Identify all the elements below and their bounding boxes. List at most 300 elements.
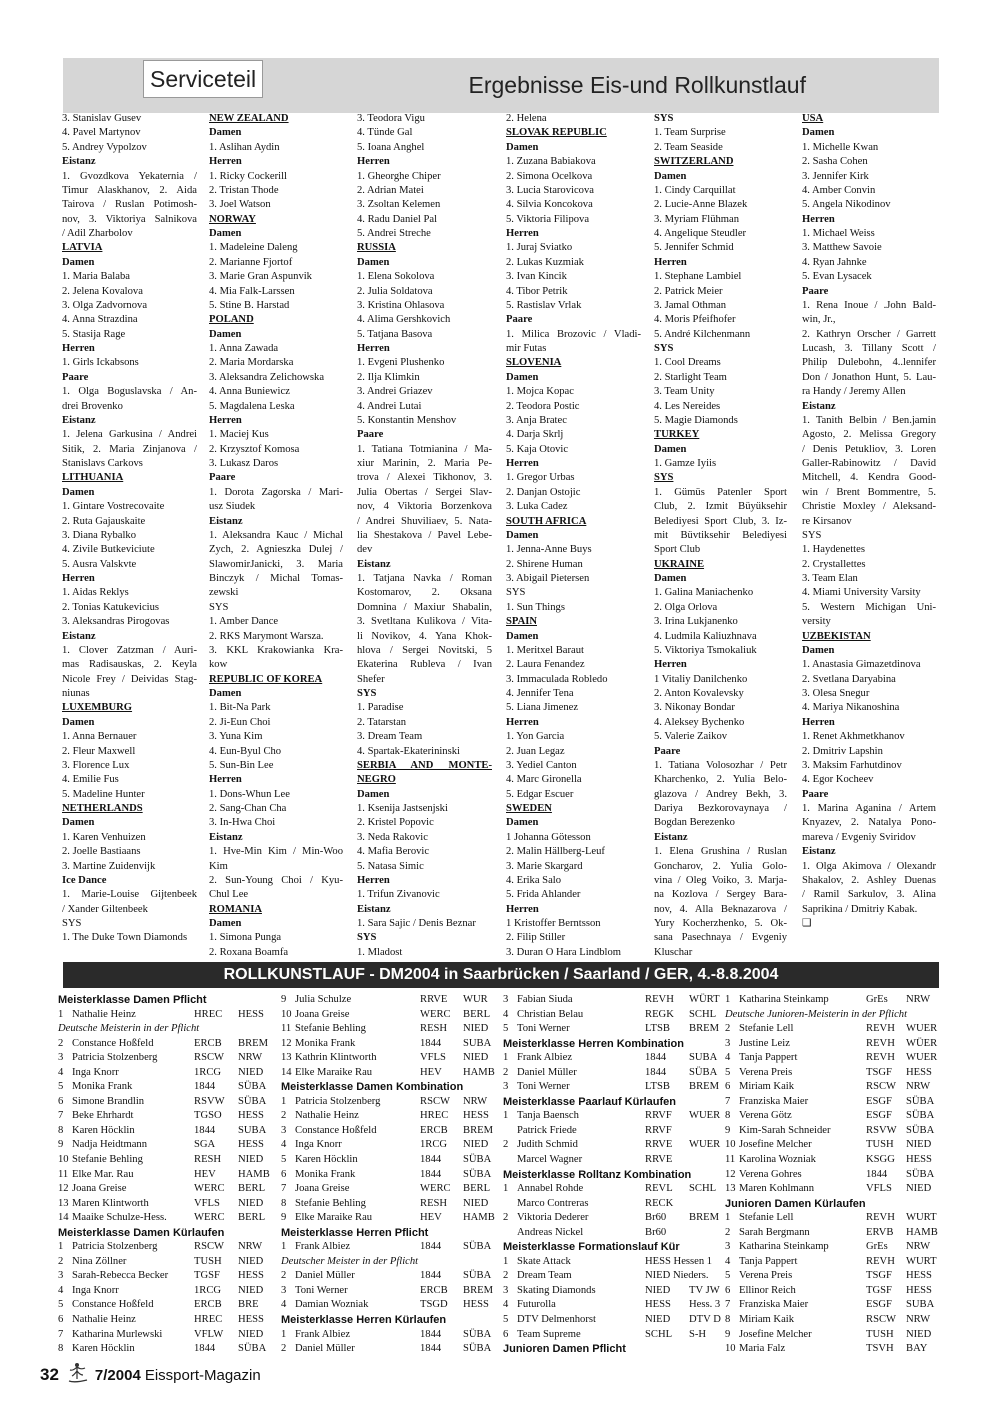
category-heading: Damen	[62, 256, 95, 268]
category-heading: Damen	[802, 127, 835, 139]
category-heading: Damen	[357, 256, 390, 268]
results-row	[725, 1109, 940, 1124]
results-row	[725, 1298, 940, 1313]
category-heading: Herren	[506, 458, 539, 469]
result-line: 3. Luka Cadez	[506, 501, 568, 513]
results-row	[281, 1008, 496, 1023]
state: NRW	[906, 1081, 931, 1093]
state: NIED	[906, 1139, 932, 1151]
club: 1RCG	[420, 1139, 448, 1151]
club: TSVH	[866, 1343, 894, 1355]
result-line: 1. Maria Balaba	[62, 271, 130, 283]
state: BREM	[463, 1124, 494, 1136]
results-column-2	[281, 993, 496, 1357]
state: WUER	[906, 1052, 938, 1064]
category-heading: Eistanz	[209, 831, 243, 843]
skater-name: Skating Diamonds	[517, 1284, 596, 1296]
result-line: 1. Ricky Cockerill	[209, 170, 287, 182]
skater-name: Nathalie Heinz	[72, 1008, 136, 1020]
club: WERC	[420, 1183, 451, 1195]
result-line: 1. Gümüs Patenler Sport	[654, 486, 787, 498]
club: RESH	[420, 1023, 448, 1035]
club: REVH	[866, 1212, 895, 1224]
result-line: Kharchenko, 2. Yulia Belo-	[654, 774, 787, 786]
result-line: 3. Maksim Farhutdinov	[802, 759, 902, 771]
club: RSVW	[866, 1124, 897, 1136]
category-heading: SYS	[654, 113, 674, 124]
result-line: 1. Elena Grushina / Ruslan	[654, 846, 787, 858]
result-line: / Ramil Sarkulov, 3. Alina	[802, 889, 936, 901]
category-heading: Herren	[654, 659, 687, 671]
result-line: 1. Yon Garcia	[506, 731, 565, 743]
result-line: Don / Jonathon Hunt, 5. Lau-	[802, 371, 936, 383]
placing: 1	[503, 1052, 509, 1064]
placing: 12	[725, 1168, 736, 1180]
result-line: 3. Jamal Othman	[654, 299, 727, 311]
club: 1844	[194, 1124, 216, 1136]
state: HESS	[463, 1110, 489, 1122]
result-line: ❑	[802, 918, 812, 929]
skater-name: Marcel Wagner	[517, 1154, 583, 1166]
skater-name: Katharina Steinkamp	[739, 994, 829, 1005]
club: HESS	[645, 1299, 671, 1311]
result-line: 3. Irina Lukjanenko	[654, 616, 738, 628]
category-heading: Herren	[209, 156, 242, 168]
club: 1844	[420, 1037, 442, 1049]
placing: 9	[281, 1212, 287, 1224]
club: WERC	[194, 1183, 225, 1195]
result-line: 1. Trifun Zivanovic	[357, 889, 440, 901]
results-row	[503, 1226, 718, 1241]
result-line: Yury Kocherzhenko, 5. Ok-	[654, 918, 787, 929]
result-line: 1. Dorota Zagorska / Mari-	[209, 486, 343, 498]
skater-name: Elke Maraike Rau	[295, 1066, 373, 1078]
result-line: 2. Krzysztof Komosa	[209, 443, 300, 455]
result-line: 3. Svetltana Kulikova / Vita-	[357, 616, 492, 628]
result-line: 5. Edgar Escuer	[506, 788, 574, 800]
text-column-1	[62, 112, 197, 946]
placing	[503, 1197, 517, 1212]
result-line: Mitchell, 4. Kendra Good-	[802, 472, 936, 484]
category-heading: Damen	[802, 644, 835, 656]
club: HREC	[420, 1110, 449, 1122]
result-line: 4. Marc Gironella	[506, 774, 582, 786]
result-line: 4. Amber Convin	[802, 184, 876, 196]
skater-name: Verena Götz	[739, 1110, 792, 1122]
state: NRW	[906, 994, 931, 1005]
result-line: 1. Hve-Min Kim / Min-Woo	[209, 846, 343, 858]
state	[689, 1226, 723, 1241]
skater-name: Beke Ehrhardt	[72, 1110, 134, 1122]
state: HESS	[238, 1270, 264, 1282]
state	[689, 1269, 723, 1284]
club: RSVW	[194, 1095, 225, 1107]
result-line: 2. RKS Marymont Warsza.	[209, 630, 324, 642]
result-line: 3. In-Hwa Choi	[209, 817, 276, 829]
skater-name: Inga Knorr	[72, 1284, 119, 1296]
results-row	[281, 1095, 496, 1110]
placing: 1	[281, 1328, 287, 1340]
category-heading: SYS	[357, 932, 377, 944]
result-line: 1. The Duke Town Diamonds	[62, 932, 188, 944]
category-heading: Paare	[209, 472, 236, 484]
state: SUBA	[906, 1299, 935, 1311]
skater-name: Toni Werner	[517, 1081, 570, 1093]
result-line: 4. Mia Falk-Larssen	[209, 285, 295, 297]
state: SÜBA	[238, 1343, 267, 1355]
skater-name: Andreas Nickel	[517, 1226, 584, 1238]
results-row	[281, 1298, 496, 1313]
result-line: 4. Ludmila Kaliuzhnava	[654, 630, 757, 642]
club: REGK	[645, 1008, 674, 1020]
result-line: 1. Meritxel Baraut	[506, 644, 584, 656]
country-heading: REPUBLIC OF KOREA	[209, 673, 323, 685]
state: NRW	[463, 1095, 488, 1107]
placing: 5	[58, 1081, 64, 1093]
skater-name: Maaike Schulze-Hess.	[72, 1212, 167, 1224]
magazine-logo-icon	[65, 1361, 91, 1389]
state: BERL	[238, 1183, 266, 1195]
results-row	[725, 1037, 940, 1052]
placing: 8	[281, 1197, 287, 1209]
result-line: lia Shestakova / Pavel Lebe-	[357, 529, 492, 541]
category-heading: Herren	[802, 213, 835, 225]
results-row	[503, 1298, 721, 1313]
result-line: 4. Jennifer Tena	[506, 688, 574, 699]
country-heading: SPAIN	[506, 616, 537, 628]
state: BREM	[689, 1212, 720, 1224]
results-row	[725, 1313, 940, 1328]
placing: 4	[725, 1052, 731, 1064]
state: NIED	[238, 1255, 264, 1267]
state: HESS	[463, 1299, 489, 1311]
result-line: drei Brovenko	[62, 400, 123, 412]
result-line: 1. Stephane Lambiel	[654, 271, 742, 283]
category-heading: Damen	[506, 371, 539, 383]
result-line: 3. Lukasz Daros	[209, 458, 279, 469]
skater-name: Nina Zöllner	[72, 1255, 127, 1267]
category-heading: Damen	[506, 529, 539, 541]
state: SUBA	[689, 1052, 718, 1064]
category-heading: Eistanz	[62, 414, 96, 426]
result-line: 4. Silvia Koncokova	[506, 199, 593, 211]
club: WERC	[420, 1008, 451, 1020]
result-line: Belediyesi Sport Club, 3. Iz-	[654, 515, 787, 527]
placing: 3	[503, 994, 509, 1005]
placing: 8	[58, 1124, 64, 1136]
result-line: 2. Malin Hällberg-Leuf	[506, 846, 605, 858]
placing	[503, 1124, 517, 1139]
category-heading: Damen	[209, 228, 242, 239]
skater-name: Miriam Kaik	[739, 1081, 795, 1093]
club: LTSB	[645, 1081, 670, 1093]
results-heading: Meisterklasse Paarlauf Kürlaufen	[503, 1095, 677, 1108]
champion-note: Deutscher Meister in der Pflicht	[281, 1255, 419, 1267]
category-heading: Herren	[357, 156, 390, 168]
state	[689, 1255, 723, 1270]
result-line: trova / Alexei Tikhonov, 3.	[357, 472, 492, 484]
results-heading: Meisterklasse Formationslauf Kür	[503, 1241, 680, 1254]
text-column-2	[209, 112, 343, 960]
state: SUBA	[238, 1124, 267, 1136]
text-column-4	[506, 112, 641, 960]
result-line: Bogdan Berezenko	[654, 817, 735, 829]
club: RRVE	[645, 1154, 673, 1166]
placing: 6	[503, 1328, 509, 1340]
result-line: Galler-Rabinowitz / David	[802, 458, 936, 469]
result-line: 5. Stasija Rage	[62, 328, 126, 340]
category-heading: Damen	[62, 486, 95, 498]
category-heading: Herren	[654, 256, 687, 268]
club: ESGF	[866, 1095, 892, 1107]
skater-name: Karen Höcklin	[295, 1154, 358, 1166]
result-line: 1. Mojca Kopac	[506, 386, 574, 398]
skater-name: Sarah Bergmann	[739, 1226, 810, 1238]
result-line: nov, 4 Viktoria Borzenkova	[357, 501, 492, 513]
magazine-name: Eissport-Magazin	[144, 1366, 261, 1384]
results-row	[281, 1182, 496, 1197]
state: NIED	[463, 1023, 489, 1035]
result-line: 1. Marina Aganina / Artem	[802, 803, 936, 814]
country-heading: SOUTH AFRICA	[506, 515, 587, 527]
club: NIED	[645, 1314, 671, 1326]
results-row	[725, 1095, 940, 1110]
placing: 2	[725, 1023, 731, 1035]
country-heading: USA	[802, 113, 824, 124]
placing: 9	[58, 1139, 64, 1151]
category-heading: Eistanz	[62, 156, 96, 168]
category-heading: Herren	[62, 343, 95, 354]
page-footer	[40, 1362, 261, 1388]
result-line: 5. Frida Ahlander	[506, 889, 581, 901]
result-line: 1. Simona Punga	[209, 932, 282, 944]
result-line: 1. Elena Sokolova	[357, 271, 435, 283]
results-row	[58, 1240, 273, 1255]
result-line: 3. KKL Krakowianka Kra-	[209, 644, 343, 656]
result-line: 3. Andrei Griazev	[357, 386, 433, 398]
skater-name: Skate Attack	[517, 1255, 571, 1267]
state: SÜBA	[463, 1241, 492, 1253]
result-line: nov, 3. Viktoriya Salnikova	[62, 213, 197, 225]
result-line: 1. Cool Dreams	[654, 357, 721, 369]
result-line: 2. Tristan Thode	[209, 184, 279, 196]
state: HESS	[238, 1110, 264, 1122]
placing: 7	[58, 1328, 64, 1340]
result-line: 1. Marie-Louise Gijtenbeek	[62, 889, 197, 901]
club: RSCW	[194, 1052, 225, 1064]
skater-name: Stefanie Lell	[739, 1023, 794, 1035]
results-row	[281, 1051, 496, 1066]
club: TUSH	[866, 1139, 894, 1151]
club: RRVF	[645, 1110, 672, 1122]
placing: 14	[281, 1066, 292, 1078]
result-line: niunas	[62, 688, 90, 699]
champion-note: Deutsche Junioren-Meisterin in der Pflicht	[725, 1008, 908, 1020]
results-row	[503, 1051, 718, 1066]
result-line: Timur Alaskhanov, 2. Aida	[62, 184, 197, 196]
result-line: 5. Madeline Hunter	[62, 788, 145, 800]
result-line: 1. Haydenettes	[802, 544, 865, 556]
result-line: 2. Maria Mordarska	[209, 357, 294, 369]
result-line: Kim	[209, 860, 228, 872]
placing: 14	[58, 1212, 69, 1224]
club: 1844	[420, 1328, 442, 1340]
result-line: 1. Gregor Urbas	[506, 472, 575, 484]
result-line: 1. Juraj Sviatko	[506, 242, 573, 254]
club: TUSH	[194, 1255, 222, 1267]
result-line: 1 Johanna Götesson	[506, 831, 591, 843]
page-number: 32	[40, 1365, 59, 1384]
result-line: 2. Kristel Popovic	[357, 817, 434, 829]
result-line: 2. Marianne Fjortof	[209, 256, 293, 268]
skater-name: Joana Greise	[72, 1183, 127, 1195]
category-heading: SYS	[654, 343, 674, 354]
result-line: 2. Olga Orlova	[654, 601, 718, 613]
results-row	[725, 1226, 940, 1241]
club: RSCW	[866, 1314, 897, 1326]
results-heading: Meisterklasse Damen Pflicht	[58, 994, 207, 1006]
result-line: win / Brent Bommentre, 5.	[802, 486, 936, 498]
result-line: 4. Egor Kocheev	[802, 774, 874, 786]
result-line: Saprikina / Dmitriy Kabak.	[802, 903, 918, 915]
skater-name: Ellinor Reich	[739, 1284, 796, 1296]
skater-name: Katharina Steinkamp	[739, 1241, 829, 1253]
result-line: 1. Olga Boguslavska / An-	[62, 386, 197, 398]
result-line: 2. Roxana Boamfa	[209, 946, 289, 958]
placing: 2	[58, 1255, 64, 1267]
skater-name: Stefanie Behling	[295, 1197, 366, 1209]
skater-name: Kathrin Klintworth	[295, 1052, 377, 1064]
club: REVL	[645, 1183, 673, 1195]
state: HESS	[906, 1066, 932, 1078]
skater-name: Patrick Friede	[517, 1124, 577, 1136]
skater-name: Constance Hoßfeld	[72, 1299, 154, 1311]
skater-name: Tanja Pappert	[739, 1255, 798, 1267]
state: NIED	[238, 1328, 264, 1340]
category-heading: Damen	[62, 716, 95, 728]
results-column-1	[58, 993, 273, 1357]
state: SÜBA	[463, 1154, 492, 1166]
category-heading: Eistanz	[654, 831, 688, 843]
category-heading: Ice Dance	[62, 874, 107, 886]
state: NIED	[238, 1154, 264, 1166]
state: BERL	[238, 1212, 266, 1224]
placing: 4	[281, 1139, 287, 1151]
result-line: mit Büvtiksehir Belediyesi	[654, 529, 787, 541]
result-line: 1. Mladost	[357, 946, 403, 958]
club: LTSB	[645, 1023, 670, 1035]
result-line: SYS	[209, 601, 229, 613]
category-heading: Damen	[209, 918, 242, 929]
result-line: re Kirsanov	[802, 515, 852, 527]
placing: 9	[725, 1328, 731, 1340]
skater-name: Nathalie Heinz	[72, 1314, 136, 1326]
state: SÜBA	[463, 1168, 492, 1180]
category-heading: Damen	[357, 788, 390, 800]
category-heading: Eistanz	[357, 903, 391, 915]
placing: 1	[725, 994, 731, 1005]
category-heading: Herren	[506, 716, 539, 728]
results-row	[725, 993, 940, 1008]
results-row	[725, 1240, 940, 1255]
result-line: 1. Gvozdkova Yekaternia /	[62, 170, 197, 182]
country-heading: UZBEKISTAN	[802, 630, 871, 642]
results-row	[725, 1182, 940, 1197]
club: SCHL	[645, 1328, 673, 1340]
skater-name: Patricia Stolzenberg	[72, 1052, 158, 1064]
result-line: 1. Madeleine Daleng	[209, 242, 298, 254]
results-row	[281, 1197, 496, 1212]
result-line: 3. Jennifer Kirk	[802, 170, 869, 182]
result-line: hlova / Sergei Novitski, 5	[357, 644, 492, 656]
result-line: 4. Aleksey Bychenko	[654, 716, 745, 728]
skater-name: Damian Wozniak	[295, 1299, 369, 1311]
results-heading: Meisterklasse Rolltanz Kombination	[503, 1168, 692, 1181]
state: HESS	[906, 1270, 932, 1282]
state: BREM	[463, 1284, 494, 1296]
result-line: SYS	[506, 587, 526, 599]
results-row	[725, 1269, 940, 1284]
result-line: 2. Laura Fenandez	[506, 659, 585, 671]
category-heading: Damen	[506, 141, 539, 153]
club: 1RCG	[194, 1066, 222, 1078]
results-row	[281, 1138, 496, 1153]
result-line: 5. Natasa Simic	[357, 860, 424, 872]
state: BERL	[463, 1183, 491, 1195]
results-row	[58, 1066, 273, 1081]
result-line: 2. Julia Soldatova	[357, 285, 433, 297]
result-line: 3. Yuna Kim	[209, 731, 263, 743]
result-line: 3. Team Elan	[802, 573, 858, 584]
club: 1844	[420, 1343, 442, 1355]
club: REVH	[866, 1023, 895, 1035]
skater-name: Justine Leiz	[739, 1037, 790, 1049]
result-line: 1. Anna Zawada	[209, 343, 279, 354]
placing: 3	[281, 1124, 287, 1136]
results-column-3	[503, 993, 721, 1357]
result-line: 3. Matthew Savoie	[802, 242, 882, 254]
results-row	[281, 1240, 496, 1255]
result-line: 2. Ruta Gajauskaite	[62, 515, 146, 527]
skater-name: Julia Schulze	[295, 994, 352, 1005]
result-line: 3. Neda Rakovic	[357, 831, 428, 843]
category-heading: Herren	[506, 228, 539, 239]
placing: 1	[58, 1241, 64, 1253]
state: BREM	[238, 1037, 269, 1049]
results-row	[725, 1124, 940, 1139]
category-heading: Paare	[654, 745, 681, 757]
placing: 4	[725, 1255, 731, 1267]
category-heading: Herren	[357, 874, 390, 886]
skater-name: Frank Albiez	[295, 1328, 351, 1340]
club: TGSF	[194, 1270, 220, 1282]
page-title: Ergebnisse Eis-und Rollkunstlauf	[468, 72, 806, 98]
result-line: 2. Joelle Bastiaans	[62, 846, 141, 858]
state: WUR	[463, 994, 488, 1005]
skater-name: Josefine Melcher	[739, 1139, 812, 1151]
result-line: 3. Duran O Hara Lindblom	[506, 946, 622, 958]
placing: 13	[725, 1183, 736, 1195]
result-line: 1. Sun Things	[506, 601, 565, 613]
skater-name: Verena Preis	[739, 1270, 793, 1282]
skater-name: Inga Knorr	[295, 1139, 342, 1151]
result-line: 1. Bit-Na Park	[209, 702, 271, 714]
results-row	[503, 1182, 718, 1197]
state	[689, 1124, 723, 1139]
state: SÜBA	[463, 1270, 492, 1282]
result-line: versity	[802, 616, 831, 628]
results-row	[58, 1109, 273, 1124]
